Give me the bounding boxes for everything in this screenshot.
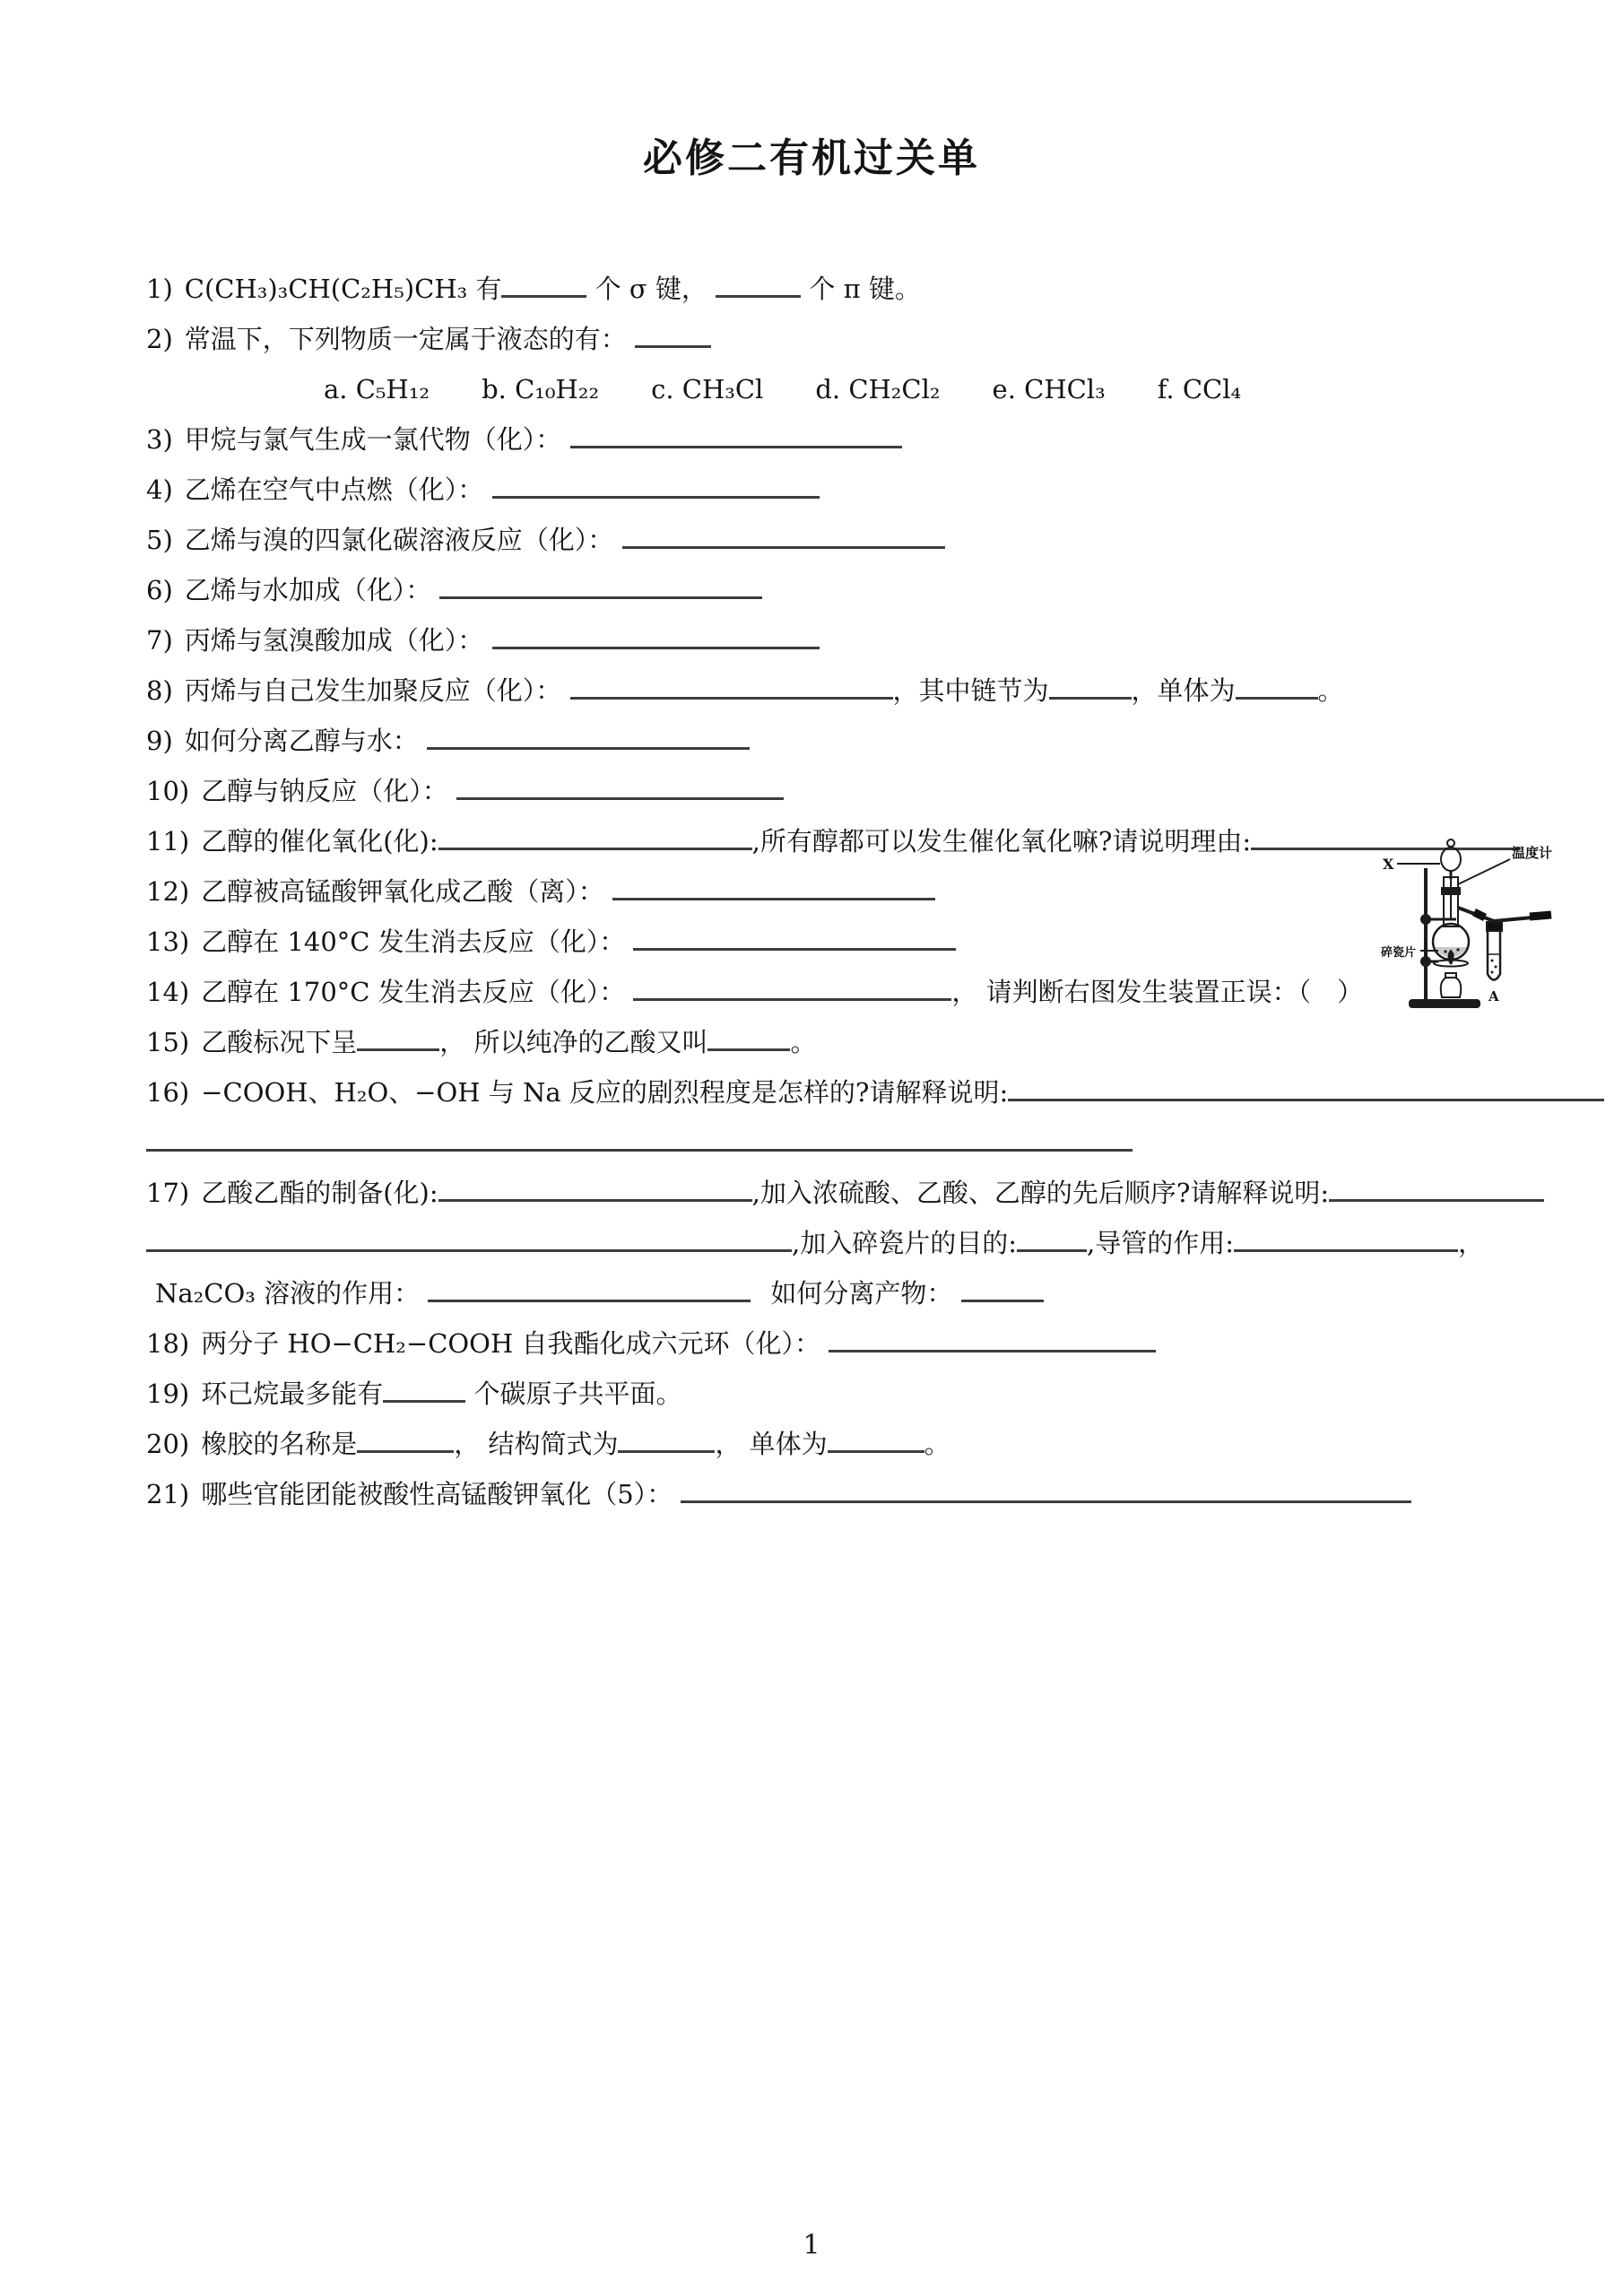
question-text: ,导管的作用: xyxy=(1087,1228,1234,1258)
answer-blank xyxy=(383,1373,465,1403)
question-text: 常温下，下列物质一定属于液态的有： xyxy=(184,324,635,354)
question-text: 乙醇在 140°C 发生消去反应（化）： xyxy=(201,926,634,957)
question-text: a. C₅H₁₂ xyxy=(324,374,430,404)
question-8 xyxy=(146,665,1605,716)
question-text: 。 xyxy=(1317,675,1344,706)
question-text: 哪些官能团能被酸性高锰酸钾氧化（5）： xyxy=(201,1479,681,1509)
answer-blank xyxy=(357,1022,439,1051)
answer-blank xyxy=(1049,670,1132,700)
question-number: 17) xyxy=(146,1178,190,1208)
question-number: 6) xyxy=(146,575,173,605)
answer-blank xyxy=(707,1022,790,1051)
question-text: C(CH₃)₃CH(C₂H₅)CH₃ 有 xyxy=(184,274,502,304)
lamp-flame xyxy=(1449,951,1454,964)
answer-blank xyxy=(622,519,945,549)
question-text: Na₂CO₃ 溶液的作用： xyxy=(155,1278,429,1309)
condensate-drop xyxy=(1491,960,1494,962)
answer-blank xyxy=(438,821,752,850)
question-text: 如何分离乙醇与水： xyxy=(184,726,427,756)
answer-blank xyxy=(427,720,750,750)
lamp-body xyxy=(1441,978,1461,997)
answer-blank xyxy=(961,1273,1044,1302)
question-number: 3) xyxy=(146,424,173,455)
tube-a-label: A xyxy=(1488,988,1499,1004)
answer-blank xyxy=(1234,1222,1458,1252)
answer-blank xyxy=(618,1423,715,1453)
dropping-funnel xyxy=(1441,848,1461,871)
answer-blank xyxy=(456,770,784,800)
question-text: −COOH、H₂O、−OH 与 Na 反应的剧烈程度是怎样的?请解释说明: xyxy=(201,1077,1009,1108)
question-20 xyxy=(146,1419,1605,1469)
condensate-drop xyxy=(1491,971,1494,974)
question-1 xyxy=(146,264,1605,314)
question-text: 。 xyxy=(790,1027,817,1057)
question-number: 21) xyxy=(146,1479,190,1509)
question-text: 个 σ 键， xyxy=(586,274,716,304)
question-number: 5) xyxy=(146,525,173,555)
question-number: 15) xyxy=(146,1027,190,1057)
question-text: d. CH₂Cl₂ xyxy=(815,374,941,404)
question-number: 12) xyxy=(146,876,190,907)
question-18 xyxy=(146,1318,1605,1369)
question-number: 7) xyxy=(146,625,173,656)
question-text: ,加入碎瓷片的目的: xyxy=(792,1228,1017,1258)
porcelain-chip xyxy=(1444,950,1446,952)
answer-blank xyxy=(612,871,935,900)
porcelain-label: 碎瓷片 xyxy=(1381,946,1417,960)
question-text: b. C₁₀H₂₂ xyxy=(482,374,600,404)
question-text: 个碳原子共平面。 xyxy=(465,1378,682,1409)
question-text: f. CCl₄ xyxy=(1157,374,1242,404)
stand-base xyxy=(1410,1000,1480,1007)
answer-blank xyxy=(570,670,893,700)
answer-blank xyxy=(439,570,762,599)
page-title: 必修二有机过关单 xyxy=(643,135,980,181)
answer-blank xyxy=(357,1423,454,1453)
question-text: ,所有醇都可以发生催化氧化嘛?请说明理由: xyxy=(751,826,1252,857)
question-6 xyxy=(146,565,1605,615)
answer-blank xyxy=(492,620,820,649)
question-15 xyxy=(146,1017,1605,1067)
answer-blank xyxy=(492,469,820,499)
question-text: ,加入浓硫酸、乙酸、乙醇的先后顺序?请解释说明: xyxy=(751,1178,1330,1208)
question-text: 乙烯与溴的四氯化碳溶液反应（化）： xyxy=(184,525,622,555)
question-number: 19) xyxy=(146,1378,190,1409)
question-21 xyxy=(146,1469,1605,1519)
question-7 xyxy=(146,615,1605,665)
question-number: 8) xyxy=(146,675,173,706)
question-text: 个 π 键。 xyxy=(801,274,921,304)
question-number: 14) xyxy=(146,977,190,1007)
question-number: 18) xyxy=(146,1328,190,1359)
question-text: 乙醇的催化氧化(化): xyxy=(201,826,438,857)
page-number: 1 xyxy=(803,2230,820,2261)
thermometer-label: 温度计 xyxy=(1512,845,1553,861)
question-number: 16) xyxy=(146,1077,190,1108)
answer-blank xyxy=(829,1323,1156,1352)
thermometer-pointer-line xyxy=(1458,859,1510,884)
x-label: X xyxy=(1383,856,1394,873)
porcelain-chip xyxy=(1456,948,1459,951)
question-text: 乙烯与水加成（化）： xyxy=(184,575,440,605)
answer-blank xyxy=(681,1474,1411,1503)
question-number: 20) xyxy=(146,1429,190,1459)
answer-blank xyxy=(501,268,586,298)
answer-blank xyxy=(1017,1222,1087,1252)
question-19 xyxy=(146,1369,1605,1419)
question-text: 乙醇在 170°C 发生消去反应（化）： xyxy=(201,977,634,1007)
question-text: 丙烯与自己发生加聚反应（化）： xyxy=(184,675,570,706)
question-number: 9) xyxy=(146,726,173,756)
answer-blank xyxy=(716,268,801,298)
question-text: ，单体为 xyxy=(1131,675,1236,706)
question-text: ， xyxy=(1458,1228,1485,1258)
question-text: 乙酸标况下呈 xyxy=(201,1027,358,1057)
answer-blank xyxy=(633,971,951,1001)
neck-collar xyxy=(1442,888,1460,894)
distillation-apparatus-diagram xyxy=(1379,832,1608,1016)
answer-blank xyxy=(146,1122,1133,1152)
clamp-knob-lower xyxy=(1421,957,1430,966)
question-text: 两分子 HO−CH₂−COOH 自我酯化成六元环（化）： xyxy=(201,1328,829,1359)
question-text: 乙烯在空气中点燃（化）： xyxy=(184,474,492,505)
answer-blank xyxy=(1329,1172,1544,1202)
question-text: ， 结构简式为 xyxy=(454,1429,619,1459)
question-text: 乙酸乙酯的制备(化): xyxy=(201,1178,438,1208)
question-text: 甲烷与氯气生成一氯代物（化）： xyxy=(184,424,570,455)
answer-blank xyxy=(633,921,956,951)
question-text: 如何分离产物： xyxy=(770,1278,961,1309)
question-text: 。 xyxy=(924,1429,950,1459)
question-continuation-line xyxy=(146,1218,1605,1268)
question-number: 4) xyxy=(146,474,173,505)
question-number: 10) xyxy=(146,776,190,806)
answer-blank xyxy=(1236,670,1318,700)
question-number: 13) xyxy=(146,926,190,957)
question-text: 橡胶的名称是 xyxy=(201,1429,358,1459)
answer-blank xyxy=(1008,1072,1604,1101)
funnel-knob xyxy=(1447,839,1454,847)
question-text: ， 所以纯净的乙酸又叫 xyxy=(439,1027,708,1057)
answer-blank xyxy=(635,318,711,348)
question-text: ，其中链节为 xyxy=(892,675,1049,706)
tube-end-connector xyxy=(1530,915,1551,917)
question-continuation-line xyxy=(146,364,1605,414)
question-continuation-line xyxy=(146,1268,1605,1318)
question-text: ， 请判断右图发生装置正误：（ ） xyxy=(951,977,1364,1007)
apparatus-figure xyxy=(1379,832,1608,1016)
question-text: 丙烯与氢溴酸加成（化）： xyxy=(184,625,492,656)
question-continuation-line xyxy=(146,1118,1605,1168)
question-text: 乙醇被高锰酸钾氧化成乙酸（离）： xyxy=(201,876,612,907)
answer-blank xyxy=(146,1222,792,1252)
question-9 xyxy=(146,716,1605,766)
question-2 xyxy=(146,314,1605,364)
condensate-drop xyxy=(1495,966,1497,969)
question-number: 1) xyxy=(146,274,173,304)
answer-blank xyxy=(438,1172,752,1202)
question-text: 环己烷最多能有 xyxy=(201,1378,384,1409)
question-text: e. CHCl₃ xyxy=(992,374,1106,404)
question-text: ， 单体为 xyxy=(715,1429,828,1459)
question-text: 乙醇与钠反应（化）： xyxy=(201,776,456,806)
side-arm-connector xyxy=(1474,912,1485,918)
answer-blank xyxy=(828,1423,924,1453)
question-number: 11) xyxy=(146,826,190,857)
question-10 xyxy=(146,766,1605,816)
question-text: c. CH₃Cl xyxy=(651,374,764,404)
answer-blank xyxy=(428,1273,751,1302)
question-5 xyxy=(146,515,1605,565)
clamp-knob-upper xyxy=(1421,915,1430,924)
answer-blank xyxy=(570,419,902,448)
question-17 xyxy=(146,1168,1605,1218)
question-4 xyxy=(146,465,1605,515)
question-16 xyxy=(146,1067,1605,1118)
question-3 xyxy=(146,414,1605,465)
question-number: 2) xyxy=(146,324,173,354)
